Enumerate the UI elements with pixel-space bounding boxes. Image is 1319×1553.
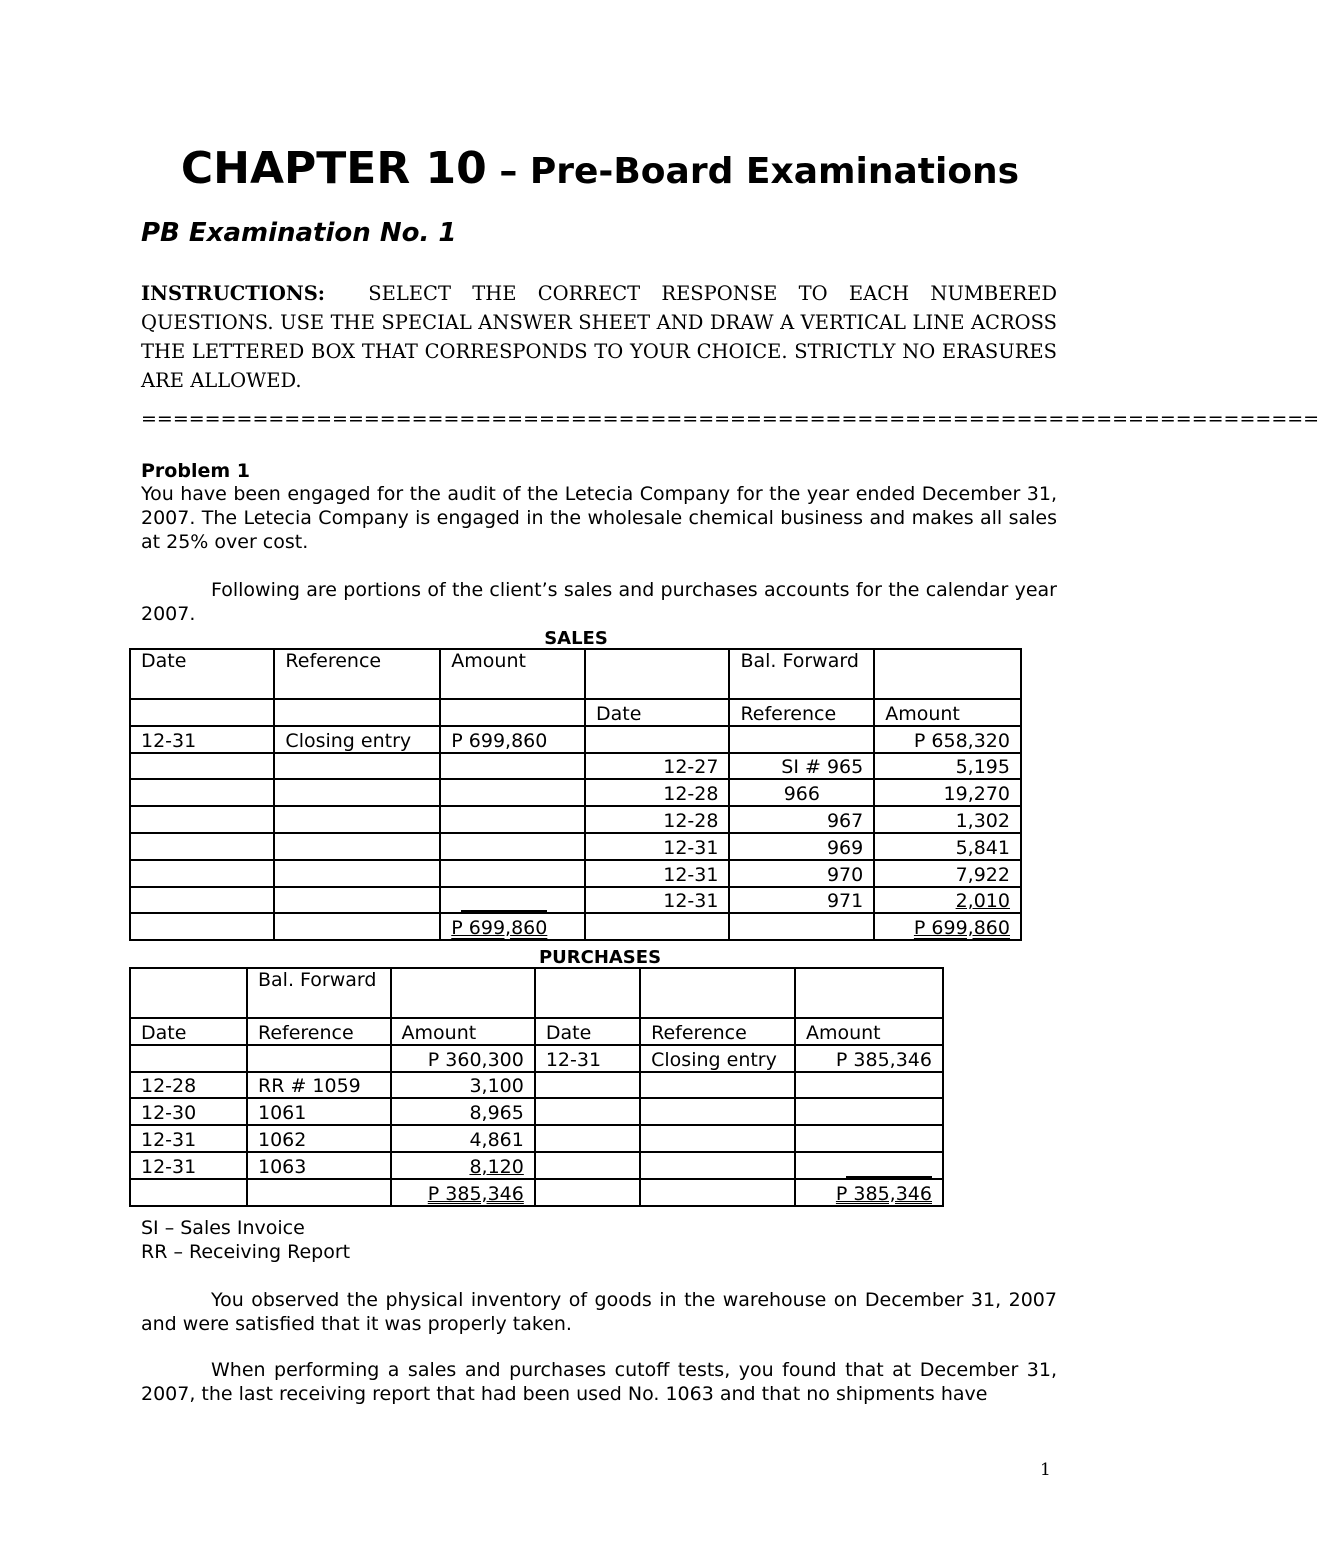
table-cell [274, 806, 440, 833]
table-cell [440, 806, 585, 833]
table-cell [640, 968, 795, 1018]
table-cell [130, 833, 274, 860]
table-cell [440, 913, 585, 940]
table-cell [440, 860, 585, 887]
table-cell: 7,922 [874, 860, 1021, 887]
sum-underline [461, 890, 547, 912]
table-cell [535, 1125, 640, 1152]
table-cell [585, 726, 729, 753]
table-cell [274, 860, 440, 887]
chapter-title [0, 143, 1200, 194]
total-amount: P 385,346 [835, 1182, 932, 1205]
table-cell: 969 [729, 833, 874, 860]
table-cell: Date [130, 649, 274, 699]
problem-paragraph-2: Following are portions of the client’s sales and purchases accounts for the calendar year 2007. [141, 579, 1057, 625]
table-cell: 12-27 [585, 753, 729, 780]
table-cell [274, 887, 440, 914]
instructions-text: SELECT THE CORRECT RESPONSE TO EACH NUMBERED QUESTIONS. USE THE SPECIAL ANSWER SHEET AND DRAW A VERTICAL LINE ACROSS THE LETTERED BOX THAT CORRESPONDS TO YOUR CHOICE. STRICTLY NO ERASURES ARE ALLOWED. [141, 282, 1057, 392]
table-cell: Reference [247, 1018, 391, 1045]
table-row [130, 1152, 943, 1179]
table-row [130, 833, 1021, 860]
table-cell: Amount [795, 1018, 943, 1045]
table-cell [247, 1179, 391, 1206]
table-cell: 966 [729, 779, 874, 806]
table-cell [640, 1098, 795, 1125]
table-cell [535, 1098, 640, 1125]
table-cell [535, 1179, 640, 1206]
table-cell: 5,195 [874, 753, 1021, 780]
table-cell: 3,100 [391, 1072, 535, 1099]
table-row [130, 806, 1021, 833]
table-cell [391, 1179, 535, 1206]
table-cell [440, 887, 585, 914]
table-cell: Reference [729, 699, 874, 726]
table-cell: 12-30 [130, 1098, 247, 1125]
table-cell [247, 1045, 391, 1072]
table-cell [585, 913, 729, 940]
table-cell [130, 968, 247, 1018]
table-cell [274, 699, 440, 726]
table-cell [795, 1072, 943, 1099]
table-cell [130, 699, 274, 726]
table-cell: Bal. Forward [247, 968, 391, 1018]
table-cell: Reference [274, 649, 440, 699]
table-cell [130, 1179, 247, 1206]
table-cell [795, 1125, 943, 1152]
table-row [130, 1179, 943, 1206]
table-cell [130, 887, 274, 914]
table-cell: 12-28 [585, 779, 729, 806]
instructions-label: INSTRUCTIONS: [141, 282, 325, 305]
table-cell [440, 699, 585, 726]
table-cell [795, 968, 943, 1018]
table-cell: P 658,320 [874, 726, 1021, 753]
table-cell: 12-31 [130, 726, 274, 753]
table-cell: Date [535, 1018, 640, 1045]
table-cell: 4,861 [391, 1125, 535, 1152]
table-row [130, 968, 943, 1018]
table-cell: Date [130, 1018, 247, 1045]
table-row [130, 1072, 943, 1099]
table-cell [795, 1098, 943, 1125]
table-cell: Amount [440, 649, 585, 699]
table-cell [274, 779, 440, 806]
table-cell: 12-31 [535, 1045, 640, 1072]
table-cell [535, 968, 640, 1018]
table-cell [874, 887, 1021, 914]
table-cell: 12-31 [130, 1152, 247, 1179]
table-cell: 5,841 [874, 833, 1021, 860]
table-cell [640, 1152, 795, 1179]
table-cell: 971 [729, 887, 874, 914]
table-row [130, 649, 1021, 699]
table-cell [585, 649, 729, 699]
table-cell: SI # 965 [729, 753, 874, 780]
table-cell: 967 [729, 806, 874, 833]
table-cell [440, 779, 585, 806]
table-cell: 12-28 [130, 1072, 247, 1099]
table-cell [874, 913, 1021, 940]
table-row [130, 913, 1021, 940]
table-cell [391, 1152, 535, 1179]
table-cell [729, 726, 874, 753]
table-cell: Closing entry [274, 726, 440, 753]
table-cell [795, 1179, 943, 1206]
title-dash: – [486, 151, 530, 192]
legend-si: SI – Sales Invoice [141, 1217, 305, 1239]
table-cell [640, 1179, 795, 1206]
table-row [130, 779, 1021, 806]
table-cell [640, 1125, 795, 1152]
table-cell: 1,302 [874, 806, 1021, 833]
table-cell: P 385,346 [795, 1045, 943, 1072]
table-cell [795, 1152, 943, 1179]
table-cell: P 699,860 [440, 726, 585, 753]
total-amount: P 699,860 [451, 917, 548, 940]
table-cell: RR # 1059 [247, 1072, 391, 1099]
problem-title: Problem 1 [141, 460, 250, 482]
table-cell [440, 833, 585, 860]
table-cell: Closing entry [640, 1045, 795, 1072]
table-row [130, 1045, 943, 1072]
table-cell: 970 [729, 860, 874, 887]
problem-paragraph-1: You have been engaged for the audit of the Letecia Company for the year ended December 31, 2007. The Letecia Company is engaged in the wholesale chemical business and makes all sales at 25% over cost. [141, 483, 1057, 553]
table-cell [130, 779, 274, 806]
sales-caption: SALES [544, 628, 608, 649]
legend-rr: RR – Receiving Report [141, 1241, 351, 1263]
table-cell: Reference [640, 1018, 795, 1045]
table-cell [274, 833, 440, 860]
table-row [130, 860, 1021, 887]
table-row [130, 699, 1021, 726]
table-cell: P 360,300 [391, 1045, 535, 1072]
table-cell [391, 968, 535, 1018]
table-cell [874, 649, 1021, 699]
table-cell: Bal. Forward [729, 649, 874, 699]
paragraph-inventory: You observed the physical inventory of goods in the warehouse on December 31, 2007 and were satisfied that it was properly taken. [141, 1289, 1057, 1335]
instructions-block [141, 279, 1057, 395]
table-cell: Amount [874, 699, 1021, 726]
table-cell [130, 913, 274, 940]
table-row [130, 726, 1021, 753]
table-row [130, 753, 1021, 780]
table-row [130, 1018, 943, 1045]
total-amount: P 699,860 [913, 917, 1010, 940]
table-cell: 12-31 [585, 860, 729, 887]
table-cell [535, 1072, 640, 1099]
table-cell: Amount [391, 1018, 535, 1045]
page-number: 1 [1040, 1460, 1051, 1480]
chapter-subject: Pre-Board Examinations [529, 151, 1020, 192]
table-cell [535, 1152, 640, 1179]
total-amount: P 385,346 [427, 1182, 524, 1205]
table-cell [274, 913, 440, 940]
underlined-amount: 2,010 [955, 890, 1010, 913]
table-cell: 12-31 [585, 833, 729, 860]
exam-subtitle: PB Examination No. 1 [141, 218, 457, 248]
underlined-amount: 8,120 [469, 1155, 524, 1178]
table-cell: 8,965 [391, 1098, 535, 1125]
table-cell [130, 860, 274, 887]
purchases-ledger-table [129, 967, 944, 1207]
abbreviation-legend [141, 1216, 350, 1264]
chapter-label: CHAPTER 10 [180, 143, 487, 194]
table-row [130, 1125, 943, 1152]
purchases-caption: PURCHASES [538, 947, 662, 968]
table-cell: Date [585, 699, 729, 726]
paragraph-cutoff: When performing a sales and purchases cutoff tests, you found that at December 31, 2007, the last receiving report that had been used No. 1063 and that no shipments have [141, 1359, 1057, 1405]
table-cell [130, 806, 274, 833]
separator-line: ========================================================================== [141, 408, 1319, 430]
table-cell: 12-31 [130, 1125, 247, 1152]
table-cell [274, 753, 440, 780]
sum-underline [846, 1156, 932, 1178]
table-row [130, 1098, 943, 1125]
table-cell: 1061 [247, 1098, 391, 1125]
table-cell [130, 1045, 247, 1072]
table-cell [640, 1072, 795, 1099]
sales-ledger-table [129, 648, 1022, 941]
table-cell [729, 913, 874, 940]
table-cell: 1063 [247, 1152, 391, 1179]
table-cell: 12-28 [585, 806, 729, 833]
table-cell: 1062 [247, 1125, 391, 1152]
table-cell [130, 753, 274, 780]
table-cell: 12-31 [585, 887, 729, 914]
table-cell [440, 753, 585, 780]
table-row [130, 887, 1021, 914]
table-cell: 19,270 [874, 779, 1021, 806]
